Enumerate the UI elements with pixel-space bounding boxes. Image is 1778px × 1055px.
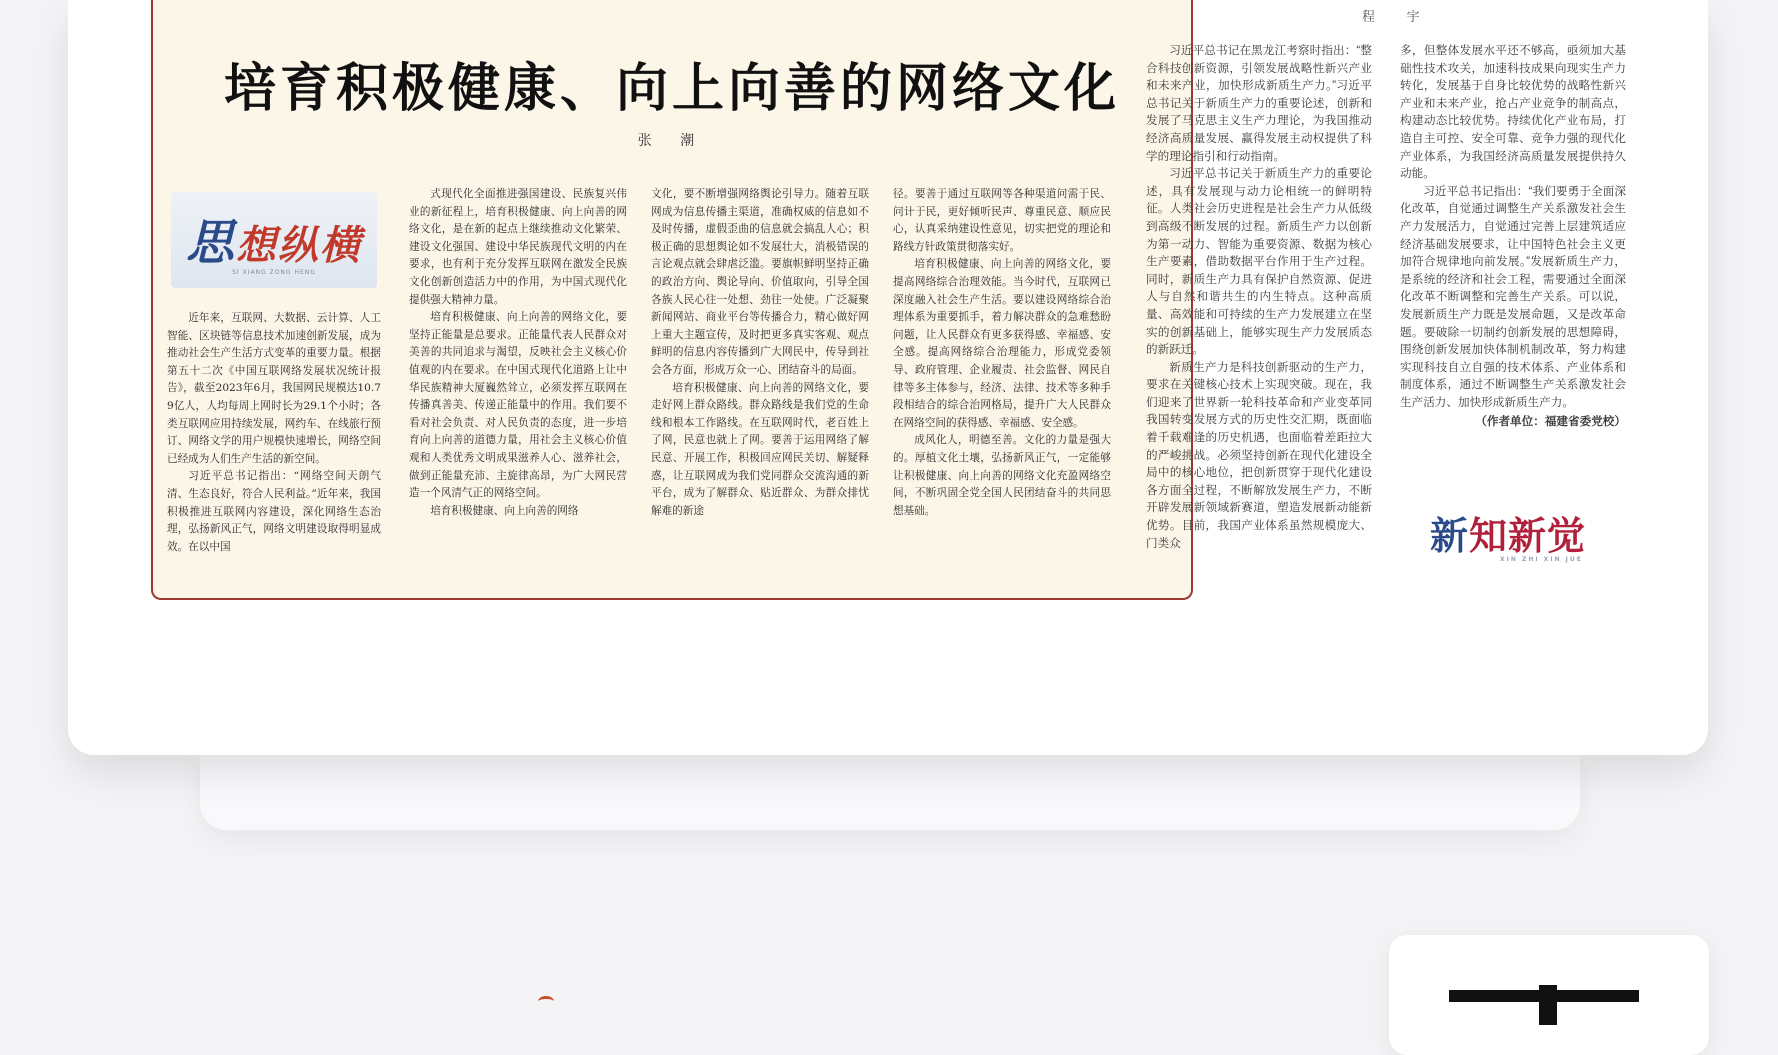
- author-affiliation: （作者单位：福建省委党校）: [1475, 415, 1626, 429]
- paragraph: 近年来，互联网、大数据、云计算、人工智能、区块链等信息技术加速创新发展，成为推动社会生产生活方式变革的重要力量。根据第五十二次《中国互联网络发展状况统计报告》，截至2023年6月，我国网民规模达10.79亿人，人均每周上网时长为29.1个小时；各类互联网应用持续发展，网约车、在线旅行预订、网络文学的用户规模快速增长，网络空间已经成为人们生产生活的新空间。: [167, 312, 381, 465]
- feature-column-3: [651, 186, 869, 520]
- feature-headline: 培育积极健康、向上向善的网络文化: [223, 59, 1120, 119]
- right-column-1: [1146, 42, 1372, 552]
- column-logo: [171, 192, 377, 288]
- paragraph: 习近平总书记指出：“网络空间天朗气清、生态良好，符合人民利益。”近年来，我国积极推进互联网内容建设，深化网络生态治理，弘扬新风正气，网络文明建设取得明显成效。在以中国: [167, 470, 381, 553]
- logo-glyph-stroke: [1539, 985, 1557, 1025]
- column-logo-subtext: SI XIANG ZONG HENG: [232, 269, 316, 276]
- feature-byline: 张 潮: [637, 133, 707, 149]
- paragraph: 文化，要不断增强网络舆论引导力。随着互联网成为信息传播主渠道，准确权威的信息如不及时传播，虚假歪曲的信息就会搞乱人心；积极正确的思想舆论如不发展壮大，消极错误的言论观点就会肆虐泛滥。要旗帜鲜明坚持正确的政治方向、舆论导向、价值取向，引导全国各族人民心往一处想、劲往一处使。广泛凝聚新闻网站、商业平台等传播合力，精心做好网上重大主题宣传，及时把更多真实客观、观点鲜明的信息内容传播到广大网民中，传导到社会各方面，形成万众一心、团结奋斗的局面。: [651, 188, 869, 376]
- right-byline: 程 宇: [1362, 9, 1434, 24]
- feature-article: [151, 0, 1193, 600]
- paragraph: 习近平总书记指出：“我们要勇于全面深化改革，自觉通过调整生产关系激发社会生产力发展活力，自觉通过完善上层建筑适应经济基础发展要求，让中国特色社会主义更加符合规律地向前发展。”发展新质生产力，是系统的经济和社会工程，需要通过全面深化改革不断调整和完善生产关系。可以说，发展新质生产力既是发展命题，又是改革命题。要破除一切制约创新发展的思想障碍，围绕创新发展加快体制机制改革，努力构建实现科技自立自强的技术体系、产业体系和制度体系，通过不断调整生产关系激发社会生产活力、加快形成新质生产力。: [1400, 184, 1626, 409]
- column-logo-text: 思想纵横: [185, 215, 362, 271]
- newspaper-card: [68, 0, 1708, 755]
- feature-column-4: [893, 186, 1111, 520]
- feature-column-2: [409, 186, 627, 520]
- brand-subtext: XIN ZHI XIN JUE: [1500, 556, 1583, 563]
- paragraph: 式现代化全面推进强国建设、民族复兴伟业的新征程上，培育积极健康、向上向善的网络文化，是在新的起点上继续推动文化繁荣、建设文化强国、建设中华民族现代文明的内在要求，也有利于充分发挥互联网在激发全民族文化创新创造活力中的作用，为中国式现代化提供强大精神力量。: [409, 188, 627, 306]
- paragraph: 新质生产力是科技创新驱动的生产力，要求在关键核心技术上实现突破。现在，我们迎来了世界新一轮科技革命和产业变革同我国转变发展方式的历史性交汇期，既面临着千载难逢的历史机遇，也面临着差距拉大的严峻挑战。必须坚持创新在现代化建设全局中的核心地位，把创新贯穿于现代化建设各方面全过程，不断解放发展生产力，不断开辟发展新领域新赛道，塑造发展新动能新优势。目前，我国产业体系虽然规模庞大、门类众: [1146, 360, 1372, 550]
- paragraph: 培育积极健康、向上向善的网络: [430, 504, 579, 517]
- paragraph: 习近平总书记关于新质生产力的重要论述，具有发展现与动力论相统一的鲜明特征。人类社会历史进程是社会生产力从低级到高级不断发展的过程。新质生产力以创新为第一动力、智能为重要资源、数据为核心生产要素，借助数据平台作用于生产过程。同时，新质生产力具有保护自然资源、促进人与自然和谐共生的内生特点。这种高质量、高效能和可持续的生产力发展建立在坚实的创新基础上，能够实现生产力发展质态的新跃迁。: [1146, 167, 1372, 357]
- paragraph: 培育积极健康、向上向善的网络文化，要走好网上群众路线。群众路线是我们党的生命线和根本工作路线。在互联网时代，老百姓上了网，民意也就上了网。要善于运用网络了解民意、开展工作，积极回应网民关切、解疑释惑，让互联网成为我们党同群众交流沟通的新平台，成为了解群众、贴近群众、为群众排忧解难的新途: [651, 381, 869, 517]
- card-shadow: [200, 750, 1580, 830]
- paragraph: 成风化人，明德至善。文化的力量是强大的。厚植文化土壤，弘扬新风正气，一定能够让积极健康、向上向善的网络文化充盈网络空间，不断巩固全党全国人民团结奋斗的共同思想基础。: [893, 434, 1111, 517]
- paragraph: 培育积极健康、向上向善的网络文化，要提高网络综合治理效能。当今时代，互联网已深度融入社会生产生活。要以建设网络综合治理体系为重要抓手，着力解决群众的急难愁盼问题，让人民群众有更多获得感、幸福感、安全感。提高网络综合治理能力，形成党委领导、政府管理、企业履责、社会监督、网民自律等多主体参与，经济、法律、技术等多种手段相结合的综合治网格局，提升广大人民群众在网络空间的获得感、幸福感、安全感。: [893, 258, 1111, 429]
- feature-column-1: [167, 310, 381, 556]
- bottom-card: [1389, 935, 1709, 1055]
- paragraph: 径。要善于通过互联网等各种渠道问需于民、问计于民，更好倾听民声、尊重民意、顺应民心，认真采纳建设性意见，切实把党的理论和路线方针政策贯彻落实好。: [893, 188, 1111, 253]
- paragraph: 多，但整体发展水平还不够高，亟须加大基础性技术攻关，加速科技成果向现实生产力转化，发展基于自身比较优势的战略性新兴产业和未来产业，抢占产业竞争的制高点，构建动态比较优势。持续优化产业布局，打造自主可控、安全可靠、竞争力强的现代化产业体系，为我国经济高质量发展提供持久动能。: [1400, 44, 1626, 181]
- column-brand-logo: [1430, 505, 1586, 563]
- right-column-2: [1400, 42, 1626, 431]
- paragraph: 培育积极健康、向上向善的网络文化，要坚持正能量是总要求。正能量代表人民群众对美善的共同追求与渴望，反映社会主义核心价值观的内在要求。在中国式现代化道路上让中华民族精神大厦巍然耸立，必须发挥互联网在传播真善美、传递正能量中的作用。我们要不看对社会负责、对人民负责的态度，进一步培育向上向善的道德力量，用社会主义核心价值观和人类优秀文明成果滋养人心、滋养社会，做到正能量充沛、主旋律高昂，为广大网民营造一个风清气正的网络空间。: [409, 311, 627, 500]
- decorative-arc: [538, 996, 554, 1007]
- paragraph: 习近平总书记在黑龙江考察时指出：“整合科技创新资源，引领发展战略性新兴产业和未来产业，加快形成新质生产力。”习近平总书记关于新质生产力的重要论述，创新和发展了马克思主义生产力理论，为我国推动经济高质量发展、赢得发展主动权提供了科学的理论指引和行动指南。: [1146, 44, 1372, 163]
- brand-text: 新知新觉: [1430, 513, 1587, 558]
